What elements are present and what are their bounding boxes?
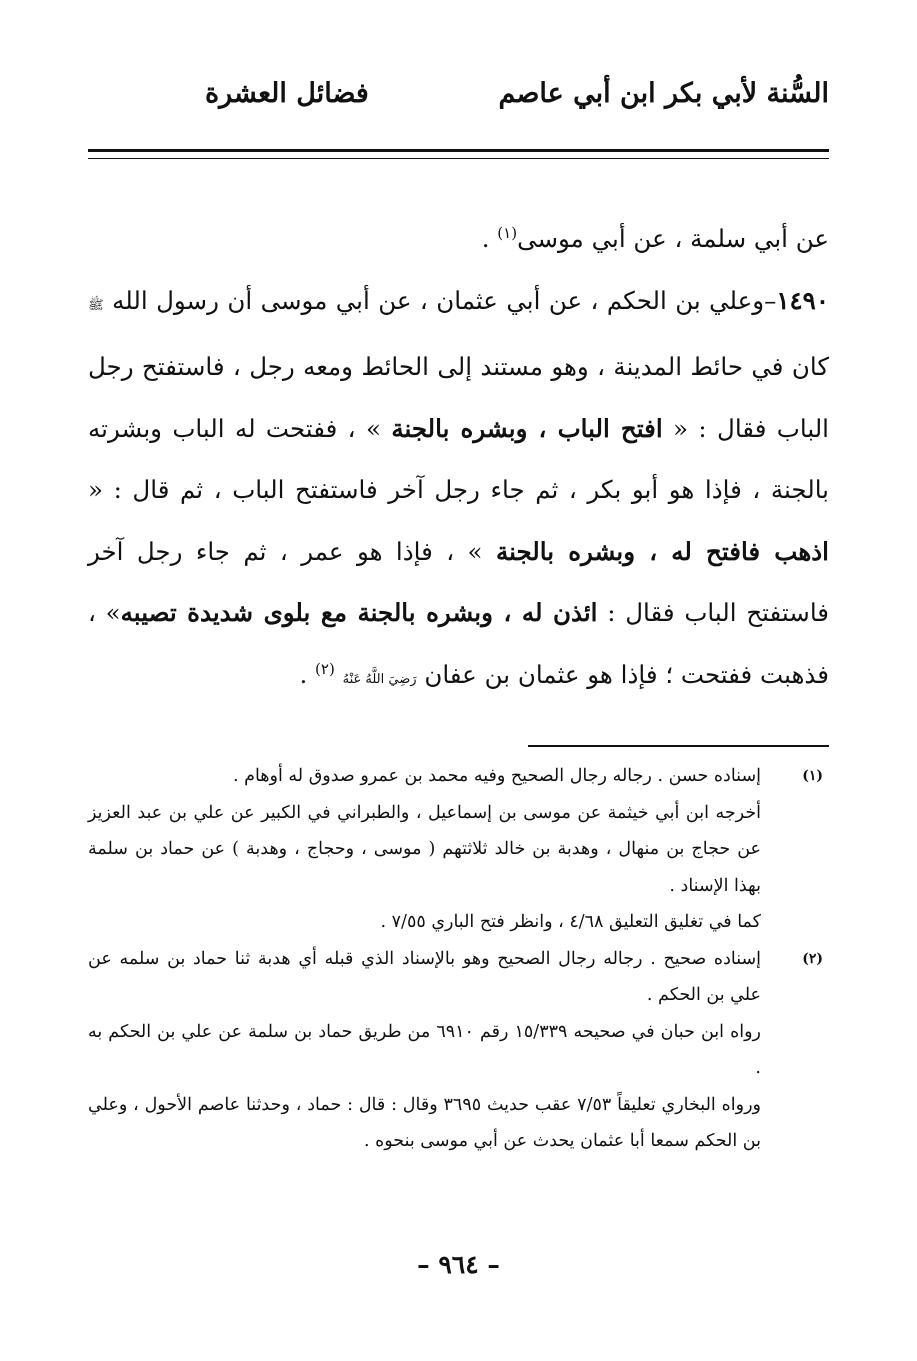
page-header: [205, 78, 829, 118]
continuation-line: [88, 208, 829, 270]
hadith-intro: –وعلي بن الحكم ، عن أبي عثمان ، عن أبي موسى أن رسول الله: [103, 285, 777, 315]
continuation-end: .: [481, 224, 498, 253]
continuation-text: عن أبي سلمة ، عن أبي موسى: [517, 224, 829, 253]
hadith-paragraph: [88, 270, 829, 711]
footnote-paragraph: إسناده حسن . رجاله رجال الصحيح وفيه محمد بن عمرو صدوق له أوهام .: [233, 766, 761, 786]
footnote-paragraph: رواه ابن حبان في صحيحه ١٥/٣٣٩ رقم ٦٩١٠ من طريق حماد بن سلمة عن علي بن الحكم به .: [88, 1021, 762, 1078]
blessing-glyph: ﷺ: [88, 297, 104, 313]
hadith-text-3: » ، فإذا هو عمر ، ثم جاء رجل آخر فاستفتح الباب فقال :: [88, 536, 830, 627]
header-rule-thick: [88, 149, 829, 152]
main-text: [88, 208, 829, 710]
footnote-separator: [528, 745, 829, 747]
header-rule-thin: [88, 158, 829, 159]
footnote-1: [88, 758, 829, 941]
footnotes: [88, 758, 829, 1160]
honorific-glyph: رَضِيَ اللَّهُ عَنْهُ: [342, 671, 417, 687]
footnote-mark: (٢): [802, 950, 823, 967]
book-title: السُّنة لأبي بكر ابن أبي عاصم: [498, 78, 829, 109]
hadith-number: ١٤٩٠: [776, 285, 829, 315]
quote-3: ائذن له ، وبشره بالجنة مع بلوى شديدة تصيبه: [120, 598, 598, 627]
footnote-paragraph: أخرجه ابن أبي خيثمة عن موسى بن إسماعيل ، والطبراني في الكبير عن علي بن عبد العزيز عن حجاج بن منهال ، وهدبة بن خالد ثلاثتهم ( موسى ، وحجاج ، وهدبة ) عن حماد بن سلمة بهذا الإسناد .: [88, 802, 761, 896]
page-number: – ٩٦٤ –: [417, 1250, 500, 1279]
hadith-text-4: » ، فذهبت ففتحت ؛ فإذا هو عثمان بن عفان: [88, 598, 829, 689]
quote-1: افتح الباب ، وبشره بالجنة: [391, 413, 663, 443]
footnote-mark: (١): [802, 768, 823, 784]
footnote-paragraph: كما في تغليق التعليق ٤/٦٨ ، وانظر فتح الباري ٧/٥٥ .: [380, 912, 761, 932]
footnote-ref-2: (٢): [315, 659, 335, 678]
footnote-paragraph: ورواه البخاري تعليقاً ٧/٥٣ عقب حديث ٣٦٩٥ وقال : قال : حماد ، وحدثنا عاصم الأحول ، وعلي بن الحكم سمعا أبا عثمان يحدث عن أبي موسى بنحوه .: [88, 1094, 761, 1151]
footnote-ref-1: (١): [497, 223, 518, 242]
footnote-paragraph: إسناده صحيح . رجاله رجال الصحيح وهو بالإسناد الذي قبله أي هدبة ثنا حماد بن سلمه عن علي بن الحكم .: [88, 948, 761, 1005]
quote-2: اذهب فافتح له ، وبشره بالجنة: [495, 536, 829, 566]
hadith-text-2: » ، ففتحت له الباب وبشرته بالجنة ، فإذا هو أبو بكر ، ثم جاء رجل آخر فاستفتح الباب ، ثم قال : «: [88, 413, 829, 504]
chapter-title: فضائل العشرة: [205, 78, 369, 109]
hadith-text-1: كان في حائط المدينة ، وهو مستند إلى الحائط ومعه رجل ، فاستفتح رجل الباب فقال : «: [88, 352, 829, 443]
hadith-end: .: [299, 659, 316, 689]
footnote-2: [88, 941, 829, 1160]
